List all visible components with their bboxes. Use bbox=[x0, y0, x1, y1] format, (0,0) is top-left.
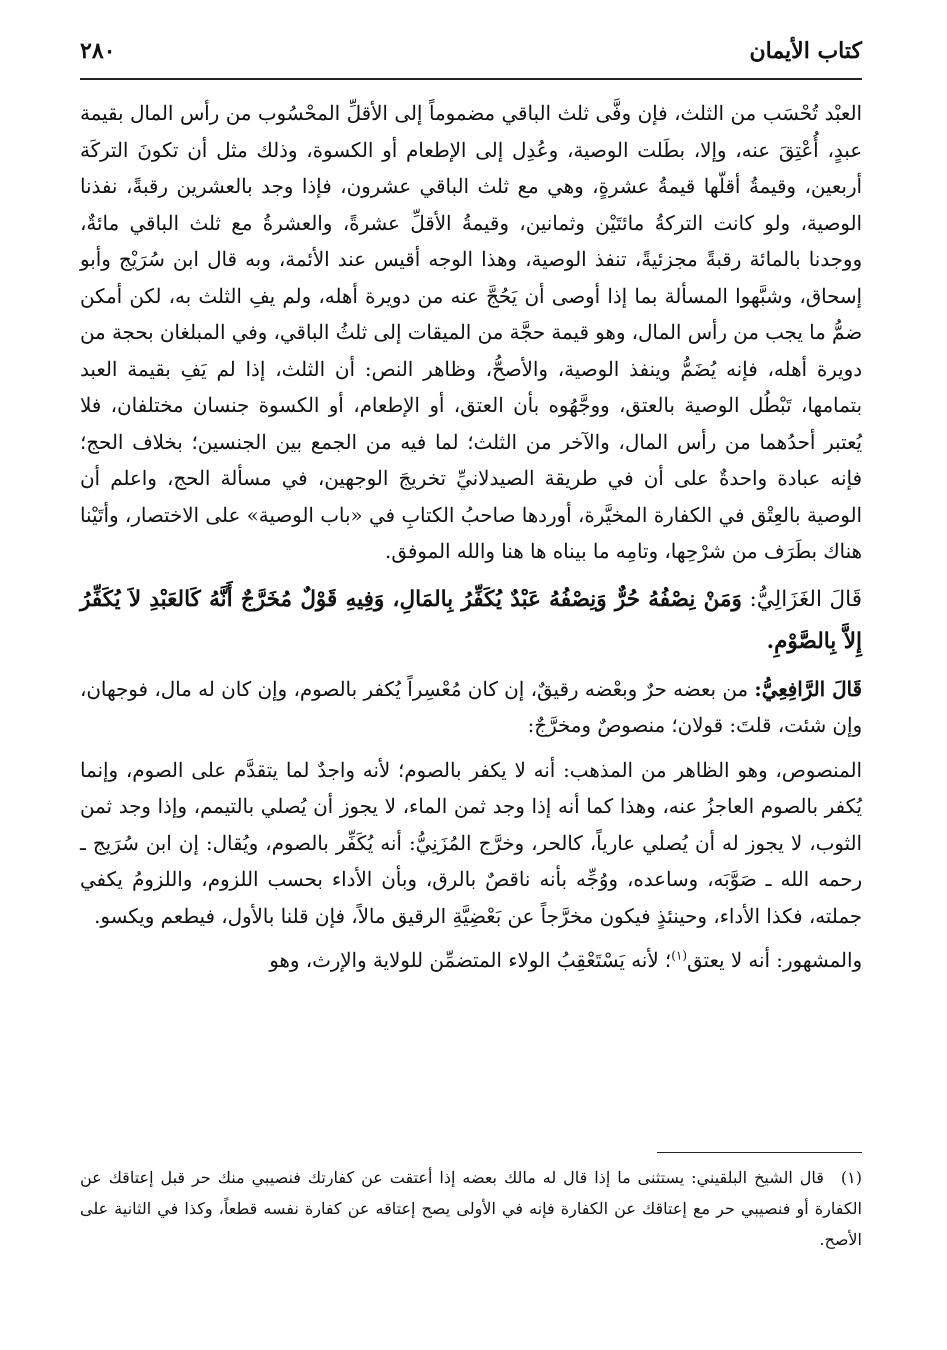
paragraph-last bbox=[80, 943, 862, 980]
commentary-text: من بعضه حرٌ وبعْضه رقيقٌ، إن كان مُعْسِراً يُكفر بالصوم، وإن كان له مال، فوجهان، وإن شئت، قلتَ: قولان؛ منصوصٌ ومخرَّجٌ: bbox=[80, 677, 862, 737]
paragraph: العبْد تُحْسَب من الثلث، فإن وفَّى ثلث الباقي مضموماً إلى الأقلِّ المحْسُوب من رأس المال بقيمة عبدٍ، أُعْتِقَ عنه، وإلا، بطَلت الوصية، وعُدِل إلى الإطعام أو الكسوة، وذلك مثل أن تكونَ التركَة أربعين، وقيمةُ أقلّها قيمةُ عشرةٍ، وهي مع ثلث الباقي عشرون، فإذا وجد بالعشرين رقبةً، نفذنا الوصية، ولو كانت التركةُ مائتَيْن وثمانين، وقيمةُ الأقلِّ عشرةً، والعشرةُ مع ثلث الباقي مائةٌ، ووجدنا بالمائة رقبةً مجزئيةً، تنفذ الوصية، وهذا الوجه أقيس عند الأئمة، وبه قال ابن سُرَيْج وأبو إسحاق، وشبَّهوا المسألة بما إذا أوصى أن يَحُجَّ عنه من دويرة أهله، ولم يفِ الثلث به، لكن أمكن ضمُّ ما يجب من رأس المال، وهو قيمة حجَّة من الميقات إلى ثلثُ الباقي، وفي المبلغان بحجة من دويرة أهله، فإنه يُضَمُّ وينفذ الوصية، والأصحُّ، وظاهر النص: أن الثلث، إذا لم يَفِ بقيمة العبد بتمامها، تَبْطُل الوصية بالعتق، ووجَّهُوه بأن العتق، أو الإطعام، أو الكسوة جنسان مختلفان، فلا يُعتبر أحدُهما من رأس المال، والآخر من الثلث؛ لما فيه من الجمع بين الجنسين؛ بخلاف الحج؛ فإنه عبادة واحدةٌ على أن في طريقة الصيدلانيِّ تخريجَ الوجهين، في مسألة الحج، واعلم أن الوصية بالعِتْق في الكفارة المخيَّرة، أوردها صاحبُ الكتابِ في «باب الوصية» على الاختصار، وأتَيْنا هناك بطَرَف من شرْحِها، وتامِه ما بيناه ها هنا والله الموفق. bbox=[80, 102, 862, 563]
paragraph: المنصوص، وهو الظاهر من المذهب: أنه لا يكفر بالصوم؛ لأنه واجدٌ لما يتقدَّم على الصوم، وإنما يُكفر بالصوم العاجزُ عنه، وهذا كما أنه إذا وجد ثمن الماء، لا يجوز أن يُصلي بالتيمم، وإذا وجد ثمن الثوب، لا يجوز له أن يُصلي عارياً، كالحر، وخرَّج المُزَنِيُّ: أنه يُكَفِّر بالصوم، ويُقال: إن ابن سُرَيج ـ رحمه الله ـ صَوَّبَه، وساعده، ووُجِّه بأنه ناقصٌ بالرق، وبأن الأداء بحسب اللزوم، واللزومُ يكفي جملته، فكذا الأداء، وحينئذٍ فيكون مخرَّجاً عن بَعْضِيَّةِ الرقيق مالاً، فإن قلنا بالأول، فيطعم ويكسو. bbox=[80, 758, 862, 928]
footnote bbox=[80, 1162, 862, 1255]
quote-text: وَمَنْ نِصْفُهُ حُرٌّ وَنِصْفُهُ عَبْدٌ يُكَفِّرُ بِالمَالِ، وَفِيهِ قَوْلٌ مُخَرَّجٌ أَنَّهُ كَالعَبْدِ لاَ يُكَفِّرُ إِلاَّ بِالصَّوْمِ. bbox=[80, 586, 862, 654]
commentary-speaker: قَالَ الرَّافِعِيُّ: bbox=[754, 676, 862, 701]
footnote-text: قال الشيخ البلقيني: يستثنى ما إذا قال له مالك بعضه إذا أعتقت عن كفارتك فنصيبي منك حر قبل إعتاقك عن الكفارة أو فنصيبي حر مع إعتاقك عن الكفارة فإنه في الأولى يصح إعتاقه عن كفارة نفسه قطعاً، وكذا في الثانية على الأصح. bbox=[80, 1168, 862, 1249]
quote-speaker: قَالَ الغَزَالِيُّ: bbox=[749, 586, 863, 612]
last-line-before: والمشهور: أنه لا يعتق bbox=[687, 949, 862, 972]
page-number: ٢٨٠ bbox=[80, 38, 116, 64]
quote-block bbox=[80, 579, 862, 663]
page-header bbox=[80, 30, 862, 74]
last-line-after: ؛ لأنه يَسْتَعْقِبُ الولاء المتضمِّن للولاية والإرث، وهو bbox=[269, 949, 672, 972]
running-title: كتاب الأيمان bbox=[749, 38, 862, 64]
footnote-reference: (١) bbox=[671, 948, 688, 963]
footnote-marker: (١) bbox=[840, 1168, 862, 1187]
footnote-rule bbox=[657, 1152, 862, 1153]
commentary-block bbox=[80, 671, 862, 745]
header-rule bbox=[80, 78, 862, 80]
main-text bbox=[80, 96, 862, 980]
